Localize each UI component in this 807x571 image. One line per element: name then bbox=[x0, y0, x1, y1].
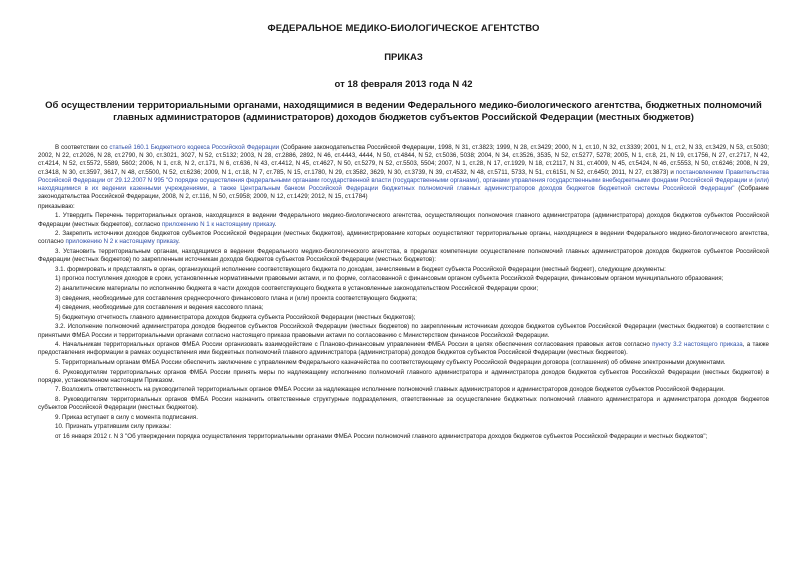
item-2 bbox=[38, 230, 769, 246]
item-9: 9. Приказ вступает в силу с момента подписания. bbox=[55, 413, 198, 421]
preamble-text-1: В соответствии со bbox=[55, 144, 110, 151]
budget-code-link[interactable]: статьей 160.1 Бюджетного кодекса Российской Федерации bbox=[109, 144, 280, 151]
subitem-1: 1) прогноз поступления доходов в сроки, установленные нормативными правовыми актами, и по форме, согласованной с финансовым органом субъекта Российской Федерации, финансовым органом муниципального образования; bbox=[55, 275, 724, 283]
document-title: Об осуществлении территориальными органами, находящимися в ведении Федерального медико-биологического агентства, бюджетных полномочий главных администраторов (администраторов) доходов бюджетов субъектов Российской Федерации (местных бюджетов) bbox=[45, 100, 762, 123]
item-4 bbox=[38, 341, 769, 357]
item-4-text: 4. Начальникам территориальных органов ФМБА России организовать взаимодействие с Планово-финансовым управлением ФМБА России в целях обеспечения согласования правовых актов согласно bbox=[55, 341, 653, 349]
item-10-a: от 16 января 2012 г. N 3 "Об утверждении порядка осуществления территориальными органами ФМБА России полномочий главного администратора доходов бюджетов субъектов Российской Федерации и местных бюджетов"; bbox=[55, 432, 708, 440]
item-3-1: 3.1. формировать и представлять в орган, организующий исполнение соответствующего бюджета по доходам, зачисляемым в бюджет субъекта Российской Федерации (местный бюджет), следующие документы: bbox=[55, 265, 666, 273]
item-1-text: 1. Утвердить Перечень территориальных органов, находящихся в ведении Федерального медико-биологического агентства, осуществляющих полномочия главного администратора (администратора) доходов бюджетов субъектов Российской Федерации (местных бюджетов), согласно bbox=[38, 212, 769, 228]
item-7: 7. Возложить ответственность на руководителей территориальных органов ФМБА России за надлежащее исполнение полномочий главных администраторов и администраторов доходов бюджетов субъектов Российской Федерации. bbox=[55, 386, 725, 394]
agency-heading: ФЕДЕРАЛЬНОЕ МЕДИКО-БИОЛОГИЧЕСКОЕ АГЕНТСТВО bbox=[267, 23, 540, 34]
item-1-end: . bbox=[274, 220, 277, 228]
item-1 bbox=[38, 212, 769, 228]
item-10: 10. Признать утратившим силу приказы: bbox=[55, 423, 172, 431]
item-4-end: , а также предоставления информации в рамках осуществления ими бюджетных полномочий главного администратора (администратора) доходов бюджетов субъектов Российской Федерации (местных бюджетов). bbox=[38, 341, 769, 357]
item-2-end: . bbox=[178, 238, 180, 246]
preamble-text-3: (Собрание законодательства Российской Федерации, 2008, N 2, ст.116, N 50, ст.5958; 2009, N 12, ст.1429; 2012, N 15, ст.1784) bbox=[38, 185, 769, 201]
appendix-2-link[interactable]: приложению N 2 к настоящему приказу bbox=[65, 238, 179, 246]
subitem-2: 2) аналитические материалы по исполнению бюджета в части доходов соответствующего бюджета в установленные законодательством Российской Федерации сроки; bbox=[55, 284, 539, 292]
preamble-paragraph bbox=[38, 144, 769, 201]
prikazyvayu-line: приказываю: bbox=[38, 202, 75, 210]
subitem-5: 5) бюджетную отчетность главного администратора доходов бюджета субъекта Российской Федерации (местных бюджетов); bbox=[55, 313, 416, 321]
document-type: ПРИКАЗ bbox=[384, 52, 423, 63]
preamble-text-2: (Собрание законодательства Российской Федерации, 1998, N 31, ст.3823; 1999, N 28, ст.3429; 2000, N 1, ст.10, N 32, ст.3339; 2001, N 1, ст.2, N 33, ст.3429, N 53, ст.5030; 2002, N 22, ст.2026, N 28, ст.2790, N 30, ст.3021, 3027, N 52, ст.5132; 2003, N 28, ст.2886, 2892, N 46, ст.4443, 4444, N 50, ст.4844, N 52, ст.5036, 5038; 2004, N 34, ст.3526, 3535, N 52, ст.5277, 5278; 2005, N 1, ст.8, 21, N 19, ст.1756, N 27, ст.2717, N 42, ст.4214, N 52, ст.5572, 5589, 5602; 2006, N 1, ст.8, N 2, ст.171, N 6, ст.636, N 43, ст.4412, N 45, ст.4627, N 50, ст.5279, N 52, ст.5503, 5504; 2007, N 1, ст.28, N 17, ст.1929, N 18, ст.2117, N 31, ст.4009, N 45, ст.5424, N 46, ст.5553, N 50, ст.6246; 2008, N 29, ст.3418, N 30, ст.3597, 3617, N 48, ст.5500, N 52, ст.6236; 2009, N 1, ст.18, N 7, ст.785, N 15, ст.1780, N 29, ст.3582, 3629, N 30, ст.3739, N 39, ст.4532, N 48, ст.5711, 5733, N 51, ст.6151, N 52, ст.6450; 2011, N 27, ст.3873) и bbox=[38, 144, 770, 176]
item-3: 3. Установить территориальным органам, находящимся в ведении Федерального медико-биологического агентства, в пределах компетенции осуществление полномочий главных администраторов доходов бюджетов субъектов Российской Федерации (местных бюджетов) по закрепленным источникам доходов бюджетов субъектов Российской Федерации (местных бюджетов): bbox=[38, 248, 769, 264]
item-8: 8. Руководителям территориальных органов ФМБА России назначить ответственные структурные подразделения, ответственные за осуществление бюджетных полномочий главного администратора и администратора доходов бюджетов субъектов Российской Федерации (местных бюджетов). bbox=[38, 395, 769, 412]
subitem-4: 4) сведения, необходимые для составления и ведения кассового плана; bbox=[55, 304, 264, 312]
government-resolution-link[interactable]: постановлением Правительства Российской Федерации от 29.12.2007 N 995 "О порядке осуществления федеральными органами государственной власти (государственными органами), органами управления государственными внебюджетными фондами Российской Федерации и (или) находящимися в их ведении казенными учреждениями, а также Центральным банком Российской Федерации бюджетных полномочий главных администраторов доходов бюджетов бюджетной системы Российской Федерации" bbox=[38, 168, 769, 193]
clause-3-2-link[interactable]: пункту 3.2 настоящего приказа bbox=[652, 341, 743, 349]
document-date-number: от 18 февраля 2013 года N 42 bbox=[334, 79, 473, 90]
appendix-1-link[interactable]: приложению N 1 к настоящему приказу bbox=[161, 220, 275, 228]
item-3-2: 3.2. Исполнение полномочий администратора доходов бюджетов субъектов Российской Федерации (местных бюджетов) по закрепленным источникам доходов бюджетов субъектов Российской Федерации (местных бюджетов) в соответствии с принятыми ФМБА России и территориальными органами согласно настоящего приказа правовыми актами по согласованию с Министерством финансов Российской Федерации. bbox=[38, 323, 769, 339]
item-2-text: 2. Закрепить источники доходов бюджетов субъектов Российской Федерации (местных бюджетов), администрирование которых осуществляют территориальные органы, находящиеся в ведении Федерального медико-биологического агентства, согласно bbox=[38, 230, 769, 246]
item-5: 5. Территориальным органам ФМБА России обеспечить заключение с управлением Федерального казначейства по соответствующему субъекту Российской Федерации договора (соглашения) об обмене электронными документами. bbox=[55, 358, 726, 366]
document-body bbox=[38, 144, 769, 441]
item-6: 6. Руководителям территориальных органов ФМБА России принять меры по надлежащему исполнению полномочий главного администратора и администратора доходов бюджетов субъектов Российской Федерации (местных бюджетов) в порядке, установленном настоящим Приказом. bbox=[38, 368, 769, 384]
subitem-3: 3) сведения, необходимые для составления среднесрочного финансового плана и (или) проекта соответствующего бюджета; bbox=[55, 294, 418, 302]
